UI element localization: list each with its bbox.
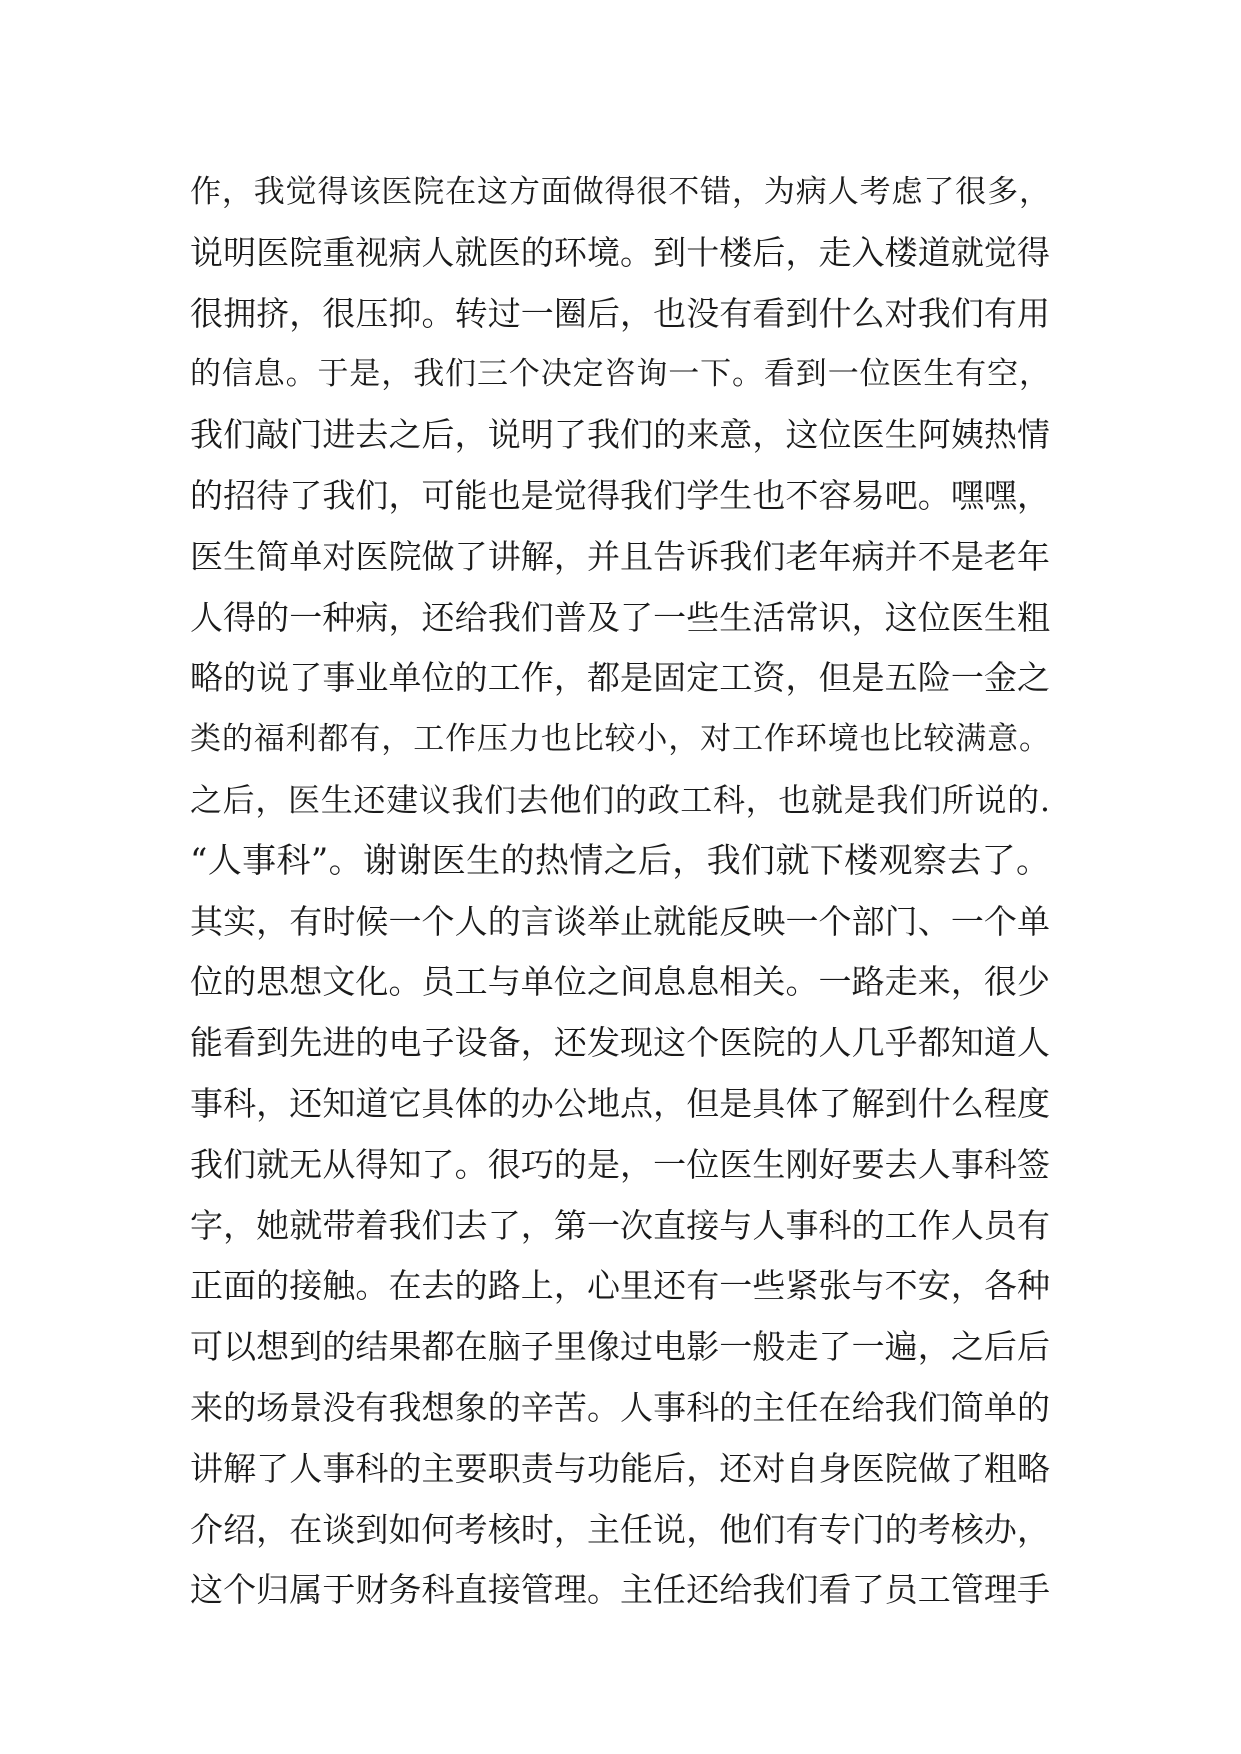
text-line: 说明医院重视病人就医的环境。到十楼后，走入楼道就觉得 <box>190 232 1050 272</box>
text-line: 其实，有时候一个人的言谈举止就能反映一个部门、一个单 <box>190 901 1050 941</box>
text-line: 医生简单对医院做了讲解，并且告诉我们老年病并不是老年 <box>190 536 1050 576</box>
text-line: 讲解了人事科的主要职责与功能后，还对自身医院做了粗略 <box>190 1448 1050 1488</box>
text-line: 可以想到的结果都在脑子里像过电影一般走了一遍，之后后 <box>190 1327 1050 1367</box>
text-line: 介绍，在谈到如何考核时，主任说，他们有专门的考核办， <box>190 1509 1050 1549</box>
text-line: 字，她就带着我们去了，第一次直接与人事科的工作人员有 <box>190 1205 1050 1245</box>
text-line: 正面的接触。在去的路上，心里还有一些紧张与不安，各种 <box>190 1266 1050 1306</box>
text-line: 很拥挤，很压抑。转过一圈后，也没有看到什么对我们有用 <box>190 293 1050 333</box>
text-line: 我们敲门进去之后，说明了我们的来意，这位医生阿姨热情 <box>190 415 1050 455</box>
text-line: 类的福利都有，工作压力也比较小，对工作环境也比较满意。 <box>190 721 1050 758</box>
text-line: 人得的一种病，还给我们普及了一些生活常识，这位医生粗 <box>190 597 1050 637</box>
body-text <box>190 162 1050 1621</box>
text-line: 的招待了我们，可能也是觉得我们学生也不容易吧。嘿嘿， <box>190 475 1050 515</box>
text-line: “人事科”。谢谢医生的热情之后，我们就下楼观察去了。 <box>190 840 1050 881</box>
text-line: 来的场景没有我想象的辛苦。人事科的主任在给我们简单的 <box>190 1387 1050 1427</box>
text-line: 这个归属于财务科直接管理。主任还给我们看了员工管理手 <box>190 1570 1050 1610</box>
text-line: 事科，还知道它具体的办公地点，但是具体了解到什么程度 <box>190 1083 1050 1123</box>
text-line: 我们就无从得知了。很巧的是，一位医生刚好要去人事科签 <box>190 1144 1050 1184</box>
text-line: 能看到先进的电子设备，还发现这个医院的人几乎都知道人 <box>190 1023 1050 1063</box>
text-line: 的信息。于是，我们三个决定咨询一下。看到一位医生有空， <box>190 356 1050 393</box>
text-line: 略的说了事业单位的工作，都是固定工资，但是五险一金之 <box>190 658 1050 698</box>
text-line: 作，我觉得该医院在这方面做得很不错，为病人考虑了很多， <box>190 174 1050 210</box>
text-line: 之后，医生还建议我们去他们的政工科，也就是我们所说的. <box>190 780 1050 819</box>
text-line: 位的思想文化。员工与单位之间息息相关。一路走来，很少 <box>190 962 1050 1002</box>
